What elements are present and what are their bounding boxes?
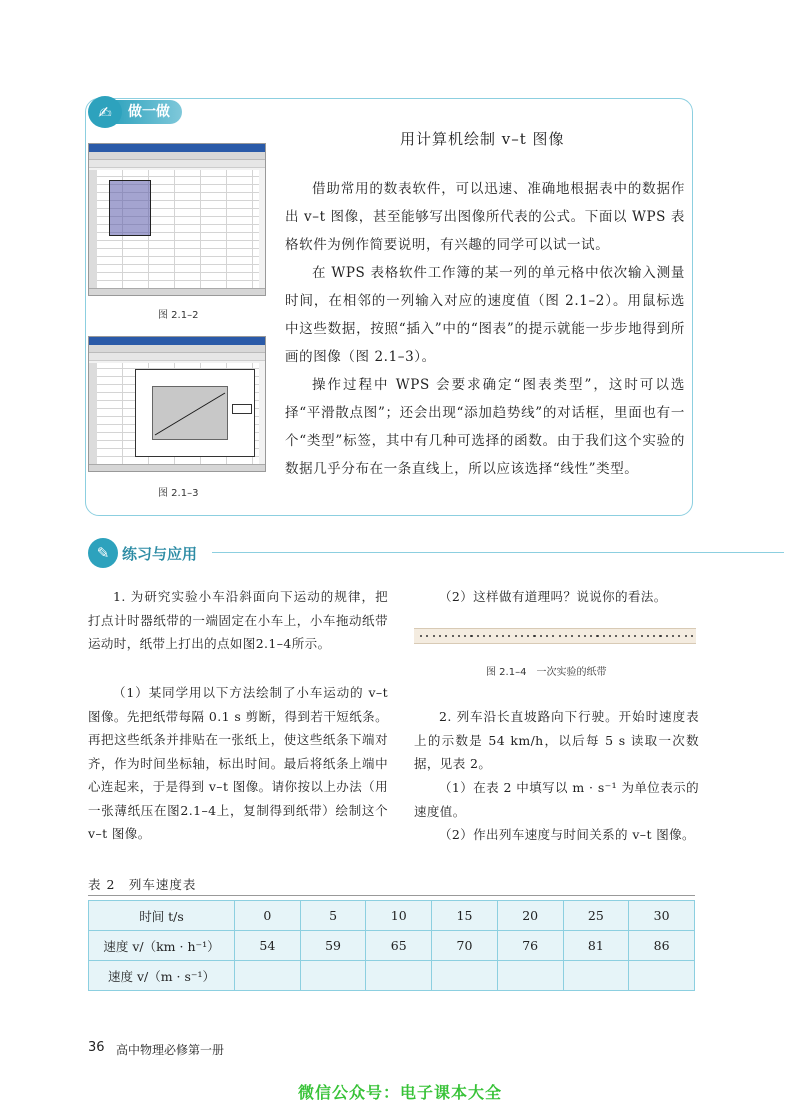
tape-dot — [622, 635, 624, 637]
practice-title: 练习与应用 — [122, 545, 198, 563]
tape-dot — [628, 635, 630, 637]
row-header-speed-ms: 速度 v/（m · s⁻¹） — [89, 961, 235, 991]
tape-dot — [483, 635, 485, 637]
activity-paragraph-2: 在 WPS 表格软件工作簿的某一列的单元格中依次输入测量时间，在相邻的一列输入对应的速度值（图 2.1–2）。用鼠标选中这些数据，按照“插入”中的“图表”的提示就能一步步地得到所画的图像（图 2.1–3）。 — [285, 265, 685, 365]
table-cell: 30 — [629, 901, 695, 931]
tape-dot — [552, 635, 554, 637]
table-cell-blank — [366, 961, 432, 991]
table-cell-blank — [432, 961, 498, 991]
train-speed-table — [88, 900, 695, 991]
table-cell: 81 — [563, 931, 629, 961]
tape-dot — [540, 635, 542, 637]
tape-dot — [691, 635, 693, 637]
tape-dot — [527, 635, 529, 637]
window-menubar — [89, 152, 265, 160]
tape-dot — [590, 635, 592, 637]
window-titlebar — [89, 337, 265, 345]
table-row — [89, 961, 695, 991]
tape-dot — [546, 635, 548, 637]
tape-dot — [533, 635, 535, 637]
window-toolbar — [89, 160, 265, 168]
table-cell: 25 — [563, 901, 629, 931]
table-cell: 70 — [432, 931, 498, 961]
tape-dot — [426, 635, 428, 637]
question-2-part-1: （1）在表 2 中填写以 m · s⁻¹ 为单位表示的速度值。 — [414, 780, 699, 819]
window-menubar — [89, 345, 265, 353]
tape-dot — [615, 635, 617, 637]
table-cell: 20 — [497, 901, 563, 931]
table-cell-blank — [629, 961, 695, 991]
window-titlebar — [89, 144, 265, 152]
chart-screenshot — [88, 336, 266, 472]
table-cell: 10 — [366, 901, 432, 931]
row-header-speed-kmh: 速度 v/（km · h⁻¹） — [89, 931, 235, 961]
table-row — [89, 901, 695, 931]
tape-dot — [489, 635, 491, 637]
activity-badge-label: 做一做 — [110, 100, 182, 124]
tape-dot — [458, 635, 460, 637]
tape-dot — [420, 635, 422, 637]
table-cell: 54 — [235, 931, 301, 961]
tape-dot — [464, 635, 466, 637]
table-cell: 0 — [235, 901, 301, 931]
activity-paragraph-3: 操作过程中 WPS 会要求确定“图表类型”，这时可以选择“平滑散点图”；还会出现“添加趋势线”的对话框，里面也有一个“类型”标签，其中有几种可选择的函数。由于我们这个实验的数据几乎分布在一条直线上，所以应该选择“线性”类型。 — [285, 377, 685, 477]
sheet-tabs — [89, 288, 265, 295]
question-2-part-2: （2）作出列车速度与时间关系的 v–t 图像。 — [439, 827, 695, 842]
tape-dot — [653, 635, 655, 637]
table-cell: 65 — [366, 931, 432, 961]
sheet-tabs — [89, 464, 265, 471]
tape-dot — [496, 635, 498, 637]
figure-caption-2-1-2: 图 2.1–2 — [158, 310, 199, 321]
tape-dot — [685, 635, 687, 637]
tape-dot — [470, 635, 472, 637]
trend-line — [153, 387, 229, 441]
question-2-intro: 2. 列车沿长直坡路向下行驶。开始时速度表上的示数是 54 km/h，以后每 5 s 读取一次数据，见表 2。 — [414, 709, 699, 771]
tape-dot — [439, 635, 441, 637]
tape-dot — [508, 635, 510, 637]
selected-cells — [109, 180, 151, 236]
question-1-intro: 1. 为研究实验小车沿斜面向下运动的规律，把打点计时器纸带的一端固定在小车上，小车拖动纸带运动时，纸带上打出的点如图2.1–4所示。 — [88, 589, 388, 651]
row-header-time: 时间 t/s — [89, 901, 235, 931]
question-1-part-1: （1）某同学用以下方法绘制了小车运动的 v–t 图像。先把纸带每隔 0.1 s 剪断，得到若干短纸条。再把这些纸条并排贴在一张纸上，使这些纸条下端对齐，作为时间坐标轴，标出时间。最后将纸条上端中心连起来，于是得到 v–t 图像。请你按以上办法（用一张薄纸压在图2.1–4上，复制得到纸带）绘制这个 v–t 图像。 — [88, 685, 388, 841]
tape-dot — [641, 635, 643, 637]
row-numbers — [89, 170, 97, 288]
tape-dot — [603, 635, 605, 637]
figure-caption-2-1-4: 图 2.1–4 一次实验的纸带 — [486, 667, 607, 678]
tape-dot — [521, 635, 523, 637]
activity-badge — [88, 96, 198, 128]
table-cell: 76 — [497, 931, 563, 961]
tape-dot — [452, 635, 454, 637]
tape-dot — [596, 635, 598, 637]
tape-dot — [578, 635, 580, 637]
book-title: 高中物理必修第一册 — [116, 1043, 225, 1057]
tape-dot — [659, 635, 661, 637]
tape-dot — [559, 635, 561, 637]
table-cell: 15 — [432, 901, 498, 931]
row-numbers — [89, 363, 97, 464]
chart-plot-area — [152, 386, 228, 440]
tape-dot — [477, 635, 479, 637]
tape-dot — [445, 635, 447, 637]
activity-title: 用计算机绘制 v–t 图像 — [400, 130, 565, 148]
paper-tape-figure — [414, 628, 696, 644]
tape-dot — [678, 635, 680, 637]
table-cell-blank — [235, 961, 301, 991]
section-divider — [212, 552, 784, 553]
table-cell-blank — [563, 961, 629, 991]
figure-caption-2-1-3: 图 2.1–3 — [158, 488, 199, 499]
tape-dot — [584, 635, 586, 637]
tape-dot — [666, 635, 668, 637]
question-1-part-2: （2）这样做有道理吗？说说你的看法。 — [439, 589, 667, 604]
practice-icon: ✎ — [88, 538, 118, 568]
tape-dot — [515, 635, 517, 637]
tape-dot — [634, 635, 636, 637]
tape-dot — [609, 635, 611, 637]
page-number: 36 — [88, 1040, 105, 1055]
table-cell: 5 — [300, 901, 366, 931]
spreadsheet-screenshot — [88, 143, 266, 296]
table-cell: 86 — [629, 931, 695, 961]
tape-dot — [672, 635, 674, 637]
table-caption-rule — [88, 895, 695, 896]
chart-window — [135, 369, 255, 457]
hand-pencil-icon: ✍ — [88, 96, 122, 128]
window-toolbar — [89, 353, 265, 361]
tape-dot — [571, 635, 573, 637]
table-caption: 表 2 列车速度表 — [88, 877, 197, 892]
tape-dot — [502, 635, 504, 637]
table-cell-blank — [497, 961, 563, 991]
watermark-text: 微信公众号：电子课本大全 — [297, 1083, 502, 1102]
tape-dot — [433, 635, 435, 637]
chart-legend — [232, 404, 252, 414]
table-cell-blank — [300, 961, 366, 991]
activity-paragraph-1: 借助常用的数表软件，可以迅速、准确地根据表中的数据作出 v–t 图像，甚至能够写出图像所代表的公式。下面以 WPS 表格软件为例作简要说明，有兴趣的同学可以试一试。 — [285, 181, 685, 253]
table-row — [89, 931, 695, 961]
tape-dot — [647, 635, 649, 637]
tape-dot — [565, 635, 567, 637]
table-cell: 59 — [300, 931, 366, 961]
